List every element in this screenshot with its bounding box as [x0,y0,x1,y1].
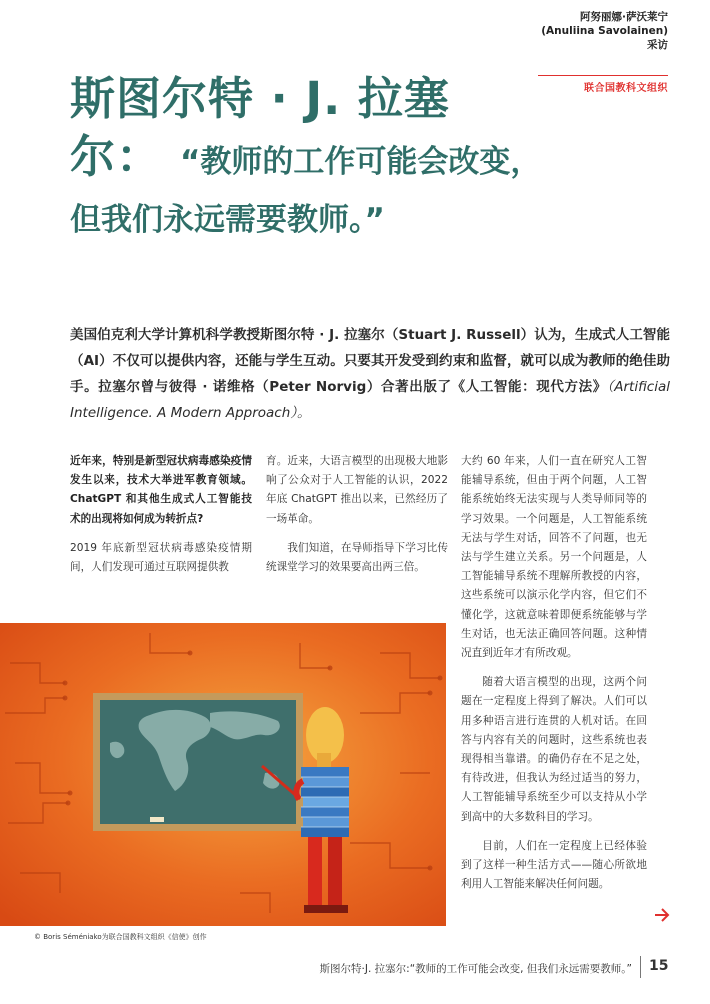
answer-paragraph: 我们知道，在导师指导下学习比传统课堂学习的效果要高出两三倍。 [266,541,448,574]
interview-question: 近年来，特别是新型冠状病毒感染疫情发生以来，技术大举进军教育领域。ChatGPT 和其他生成式人工智能技术的出现将如何成为转折点? [70,455,252,525]
column-2 [266,452,448,577]
illustration-teacher-robot [0,623,446,926]
title-row-2 [70,128,570,186]
answer-paragraph: 大约 60 年来，人们一直在研究人工智能辅导系统，但由于两个问题，人工智能系统始终无法实现与人类导师同等的学习效果。一个问题是，人工智能系统无法与学生对话，回答不了问题，也无法与学生建立关系。另一个问题是，人工智能辅导系统不理解所教授的内容，这些系统可以演示化学内容，但它们不懂化学，这就意味着即便系统能够与学生对话，也无法正确回答问题。这种情况直到近年才有所改观。 [461,455,647,660]
page-number: 15 [649,958,669,974]
article-title [70,70,570,242]
title-quote-1: “教师的工作可能会改变， [180,144,542,180]
column-3 [461,452,647,894]
image-credit: © Boris Séméniako为联合国教科文组织《信使》创作 [34,933,207,941]
title-line-2: 尔： [70,130,163,183]
interviewer-name: 阿努丽娜·萨沃莱宁 [580,11,668,23]
footer-divider [640,956,641,978]
running-footer-title: 斯图尔特·J. 拉塞尔:“教师的工作可能会改变, 但我们永远需要教师。” [319,963,632,975]
answer-paragraph: 随着大语言模型的出现，这两个问题在一定程度上得到了解决。人们可以用多种语言进行连贯的人机对话。在回答与内容有关的问题时，这些系统也表现得相当靠谱。的确仍存在不足之处，有待改进，但我认为经过适当的努力，人工智能辅导系统至少可以支持从小学到高中的大多数科目的学习。 [461,676,647,823]
interview-label: 采访 [647,39,668,51]
illustration [0,623,446,926]
continue-arrow-icon [653,906,671,924]
organization-label: 联合国教科文组织 [584,83,668,94]
title-quote-2: 但我们永远需要教师。” [70,202,385,238]
interviewer-name-latin: (Anuliina Savolainen) [541,25,668,37]
lead-paragraph [70,322,670,426]
byline [541,10,668,52]
answer-paragraph: 目前，人们在一定程度上已经体验到了这样一种生活方式——随心所欲地利用人工智能来解决任何问题。 [461,839,647,891]
lead-text: 美国伯克利大学计算机科学教授斯图尔特 · J. 拉塞尔（Stuart J. Russell）认为，生成式人工智能（AI）不仅可以提供内容，还能与学生互动。只要其开发受到约束和监督，就可以成为教师的绝佳助手。拉塞尔曾与彼得 · 诺维格（Peter Norvig）合著出版了《人工智能：现代方法》 [70,327,670,395]
column-1 [70,452,252,577]
answer-paragraph: 2019 年底新型冠状病毒感染疫情期间，人们发现可通过互联网提供教 [70,541,252,574]
lead-book-title: （Artificial Intelligence. A Modern Approach）。 [70,379,670,421]
title-line-1: 斯图尔特 · J. 拉塞 [70,72,450,125]
answer-paragraph: 育。近来，大语言模型的出现极大地影响了公众对于人工智能的认识，2022 年底 ChatGPT 推出以来，已然经历了一场革命。 [266,455,448,525]
